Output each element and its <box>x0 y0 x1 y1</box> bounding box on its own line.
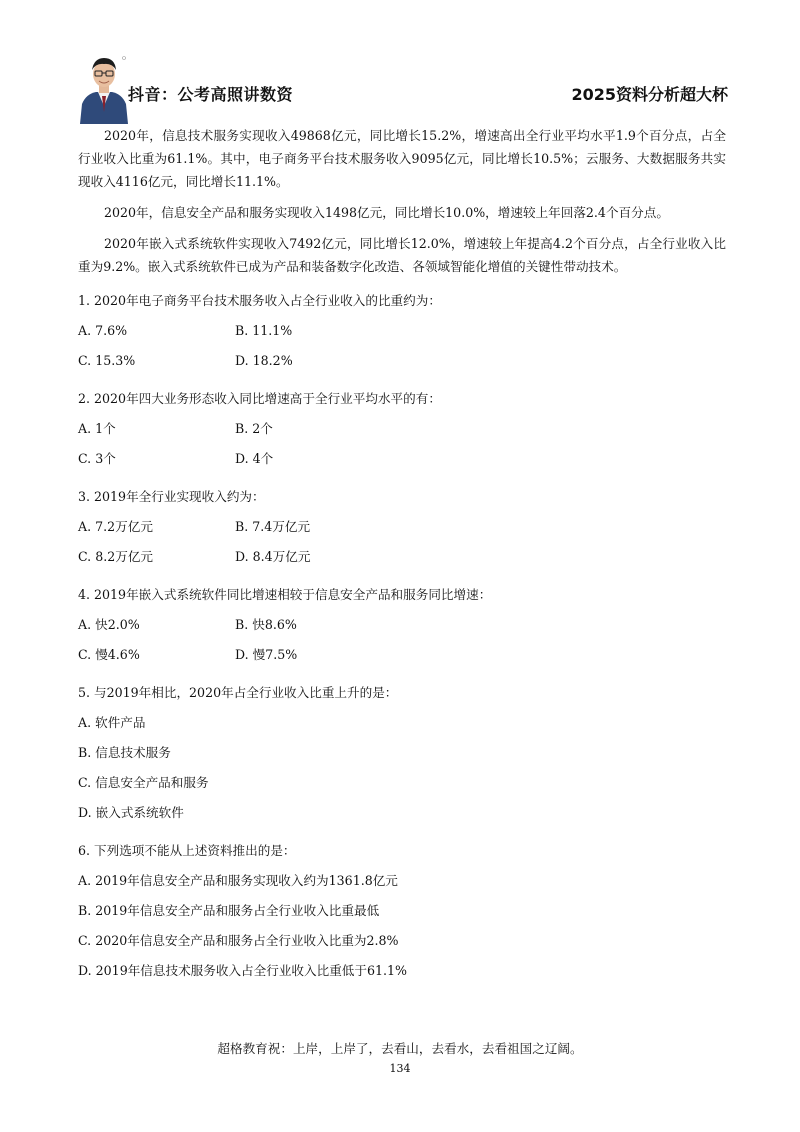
option-d: D. 18.2% <box>235 353 293 368</box>
material-paragraph: 2020年嵌入式系统软件实现收入7492亿元，同比增长12.0%，增速较上年提高4.2个百分点，占全行业收入比重为9.2%。嵌入式系统软件已成为产品和装备数字化改造、各领域智能化增值的关键性带动技术。 <box>78 236 726 274</box>
option-c: C. 2020年信息安全产品和服务占全行业收入比重为2.8% <box>78 933 399 948</box>
option-a: A. 快2.0% <box>78 617 140 632</box>
question-5 <box>78 678 726 828</box>
question-stem: 5. 与2019年相比，2020年占全行业收入比重上升的是： <box>78 685 398 700</box>
footer-motto: 超格教育祝：上岸，上岸了，去看山，去看水，去看祖国之辽阔。 <box>217 1041 583 1056</box>
option-b: B. 2个 <box>235 421 273 436</box>
material-paragraph: 2020年，信息技术服务实现收入49868亿元，同比增长15.2%，增速高出全行业平均水平1.9个百分点，占全行业收入比重为61.1%。其中，电子商务平台技术服务收入9095亿元，同比增长10.5%；云服务、大数据服务共实现收入4116亿元，同比增长11.1%。 <box>78 128 726 189</box>
option-a: A. 软件产品 <box>78 715 146 730</box>
question-2 <box>78 384 726 474</box>
question-4 <box>78 580 726 670</box>
option-list <box>78 708 726 828</box>
option-b: B. 快8.6% <box>235 617 297 632</box>
presenter-avatar <box>78 52 130 124</box>
option-a: A. 7.6% <box>78 323 128 338</box>
question-stem: 1. 2020年电子商务平台技术服务收入占全行业收入的比重约为： <box>78 293 441 308</box>
option-grid <box>78 512 726 572</box>
question-stem: 4. 2019年嵌入式系统软件同比增速相较于信息安全产品和服务同比增速： <box>78 587 492 602</box>
option-a: A. 2019年信息安全产品和服务实现收入约为1361.8亿元 <box>78 873 398 888</box>
option-b: B. 信息技术服务 <box>78 745 171 760</box>
option-c: C. 慢4.6% <box>78 647 140 662</box>
page-header <box>78 52 728 124</box>
option-a: A. 1个 <box>78 421 116 436</box>
question-3 <box>78 482 726 572</box>
option-c: C. 信息安全产品和服务 <box>78 775 209 790</box>
option-grid <box>78 414 726 474</box>
option-list <box>78 866 726 986</box>
option-c: C. 3个 <box>78 451 116 466</box>
question-stem: 6. 下列选项不能从上述资料推出的是： <box>78 843 296 858</box>
option-c: C. 8.2万亿元 <box>78 549 154 564</box>
option-grid <box>78 610 726 670</box>
option-b: B. 7.4万亿元 <box>235 519 311 534</box>
option-grid <box>78 316 726 376</box>
header-course-title: 2025资料分析超大杯 <box>571 85 728 104</box>
document-body <box>78 124 726 986</box>
option-d: D. 4个 <box>235 451 274 466</box>
option-d: D. 慢7.5% <box>235 647 298 662</box>
page-number: 134 <box>389 1062 411 1075</box>
question-6 <box>78 836 726 986</box>
option-d: D. 嵌入式系统软件 <box>78 805 184 820</box>
question-stem: 2. 2020年四大业务形态收入同比增速高于全行业平均水平的有： <box>78 391 441 406</box>
material-paragraph: 2020年，信息安全产品和服务实现收入1498亿元，同比增长10.0%，增速较上年回落2.4个百分点。 <box>104 205 669 220</box>
header-channel: 抖音：公考高照讲数资 <box>128 85 294 104</box>
question-1 <box>78 286 726 376</box>
question-stem: 3. 2019年全行业实现收入约为： <box>78 489 265 504</box>
option-c: C. 15.3% <box>78 353 136 368</box>
option-d: D. 2019年信息技术服务收入占全行业收入比重低于61.1% <box>78 963 407 978</box>
option-b: B. 2019年信息安全产品和服务占全行业收入比重最低 <box>78 903 380 918</box>
option-a: A. 7.2万亿元 <box>78 519 153 534</box>
option-b: B. 11.1% <box>235 323 293 338</box>
option-d: D. 8.4万亿元 <box>235 549 311 564</box>
